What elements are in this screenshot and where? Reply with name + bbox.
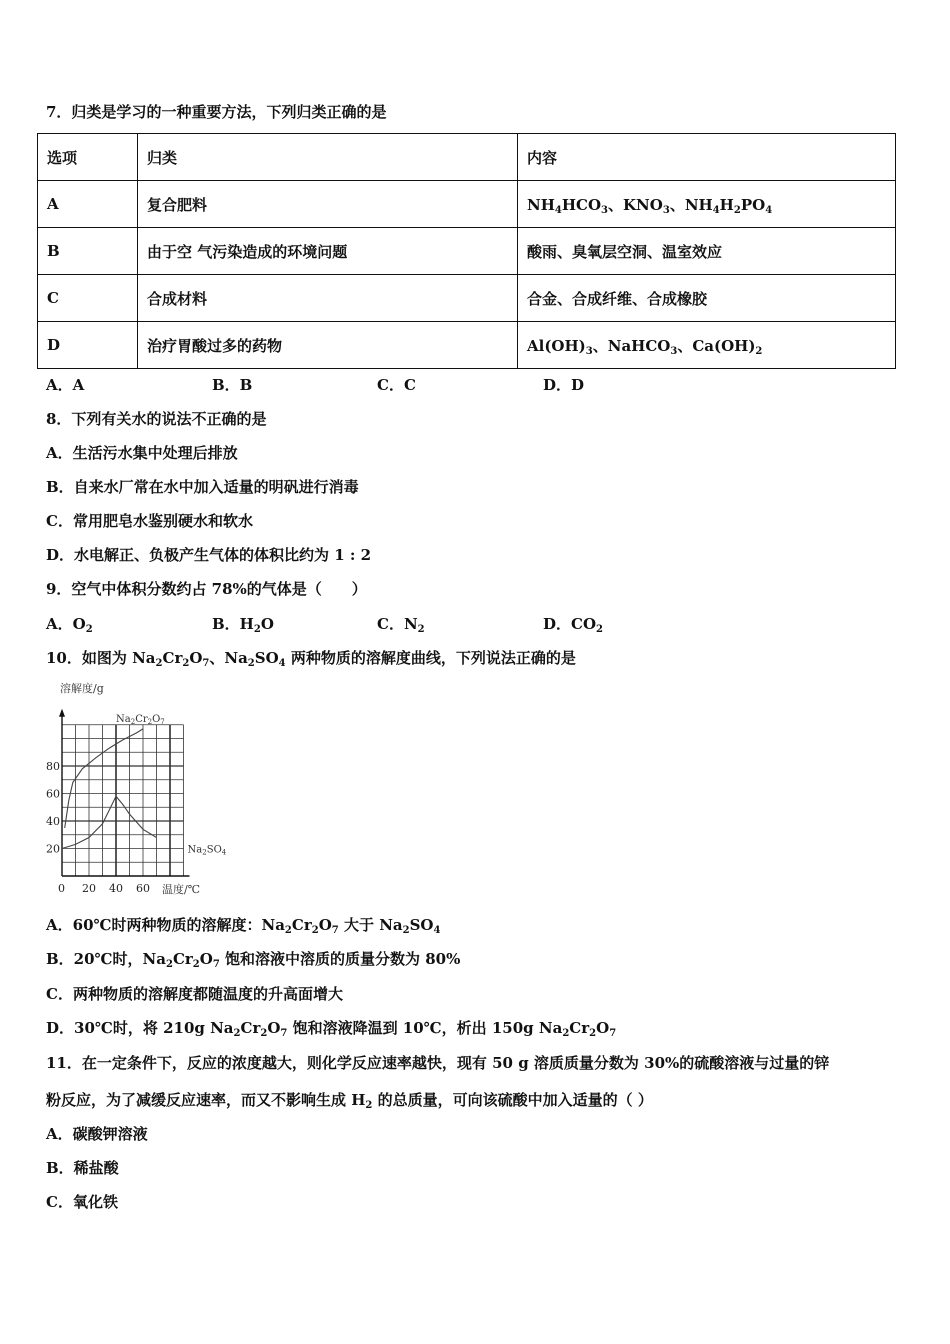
q10-option-a[interactable]: A．60℃时两种物质的溶解度：$Na_2Cr_2O_7$ 大于 $Na_2SO_4$ — [46, 916, 441, 936]
series-line-Na2SO4 — [62, 796, 157, 848]
q10-option-b[interactable]: B．20℃时，$Na_2Cr_2O_7$ 饱和溶液中溶质的质量分数为 80% — [46, 950, 461, 970]
q10-stem: 10．如图为 $Na_2Cr_2O_7$、$Na_2SO_4$ 两种物质的溶解度曲线，下列说法正确的是 — [46, 649, 576, 669]
x-tick-label: 0 — [58, 882, 65, 895]
row-content: $NH_4HCO_3$、$KNO_3$、$NH_4H_2PO_4$ — [518, 181, 896, 228]
chart-grid — [62, 725, 184, 876]
header-option: 选项 — [38, 134, 138, 181]
table-row — [38, 181, 896, 228]
table-row — [38, 275, 896, 322]
row-category: 复合肥料 — [138, 181, 518, 228]
q10-option-c[interactable]: C．两种物质的溶解度都随温度的升高面增大 — [46, 985, 343, 1003]
y-axis-arrow — [59, 709, 65, 717]
q11-option-b[interactable]: B．稀盐酸 — [46, 1159, 119, 1177]
x-tick-label: 40 — [109, 882, 123, 895]
y-tick-label: 80 — [46, 760, 60, 773]
q8-option-d[interactable]: D．水电解正、负极产生气体的体积比约为 1 : 2 — [46, 546, 372, 564]
q11-option-a[interactable]: A．碳酸钾溶液 — [46, 1125, 148, 1143]
series-label-Na2Cr2O7: $Na_2Cr_2O_7$ — [116, 714, 165, 726]
row-content: 合金、合成纤维、合成橡胶 — [518, 275, 896, 322]
q9-option-c[interactable]: C．$N_2$ — [377, 615, 425, 635]
row-option: A — [38, 181, 138, 228]
table-row — [38, 322, 896, 369]
row-category: 合成材料 — [138, 275, 518, 322]
row-category: 治疗胃酸过多的药物 — [138, 322, 518, 369]
q8-option-b[interactable]: B．自来水厂常在水中加入适量的明矾进行消毒 — [46, 478, 359, 496]
q7-stem: 7．归类是学习的一种重要方法，下列归类正确的是 — [46, 103, 387, 121]
header-category: 归类 — [138, 134, 518, 181]
q7-option-b[interactable]: B．B — [212, 376, 253, 394]
q8-option-a[interactable]: A．生活污水集中处理后排放 — [46, 444, 238, 462]
q8-stem: 8．下列有关水的说法不正确的是 — [46, 410, 267, 428]
table-header-row — [38, 134, 896, 181]
y-tick-label: 60 — [46, 787, 60, 801]
chart-series — [62, 714, 227, 857]
q7-option-a[interactable]: A．A — [46, 376, 85, 394]
row-option: D — [38, 322, 138, 369]
q8-option-c[interactable]: C．常用肥皂水鉴别硬水和软水 — [46, 512, 253, 530]
row-option: B — [38, 228, 138, 275]
q11-stem-line1: 11．在一定条件下，反应的浓度越大，则化学反应速率越快，现有 50 g 溶质质量分数为 30%的硫酸溶液与过量的锌 — [46, 1054, 830, 1072]
q11-option-c[interactable]: C．氧化铁 — [46, 1193, 118, 1211]
row-category: 由于空 气污染造成的环境问题 — [138, 228, 518, 275]
series-label-Na2SO4: $Na_2SO_4$ — [187, 844, 227, 857]
q7-option-c[interactable]: C．C — [377, 376, 416, 394]
q9-option-a[interactable]: A．$O_2$ — [46, 615, 93, 635]
solubility-chart — [36, 676, 236, 898]
y-tick-label: 40 — [46, 815, 60, 828]
x-tick-label: 60 — [136, 882, 150, 895]
y-axis-label: 溶解度/g — [60, 682, 104, 695]
x-tick-label: 20 — [82, 882, 96, 895]
header-content: 内容 — [518, 134, 896, 181]
q11-stem-line2: 粉反应，为了减缓反应速率，而又不影响生成 $H_2$ 的总质量，可向该硫酸中加入适量的（ ） — [46, 1091, 653, 1111]
row-content: $Al(OH)_3$、NaHCO$_3$、$Ca(OH)_2$ — [518, 322, 896, 369]
row-content: 酸雨、臭氧层空洞、温室效应 — [518, 228, 896, 275]
table-row — [38, 228, 896, 275]
q9-option-d[interactable]: D．$CO_2$ — [543, 615, 603, 635]
q9-option-b[interactable]: B．$H_2O$ — [212, 615, 274, 635]
q10-option-d[interactable]: D．30℃时，将 210g $Na_2Cr_2O_7$ 饱和溶液降温到 10℃，析出 150g $Na_2Cr_2O_7$ — [46, 1019, 617, 1039]
q9-stem: 9．空气中体积分数约占 78%的气体是（ ） — [46, 580, 367, 598]
x-axis-label: 温度/℃ — [162, 883, 201, 896]
q7-option-d[interactable]: D．D — [543, 376, 585, 394]
y-tick-label: 20 — [46, 842, 60, 856]
series-line-Na2Cr2O7 — [65, 729, 143, 828]
q7-table — [37, 133, 896, 369]
row-option: C — [38, 275, 138, 322]
